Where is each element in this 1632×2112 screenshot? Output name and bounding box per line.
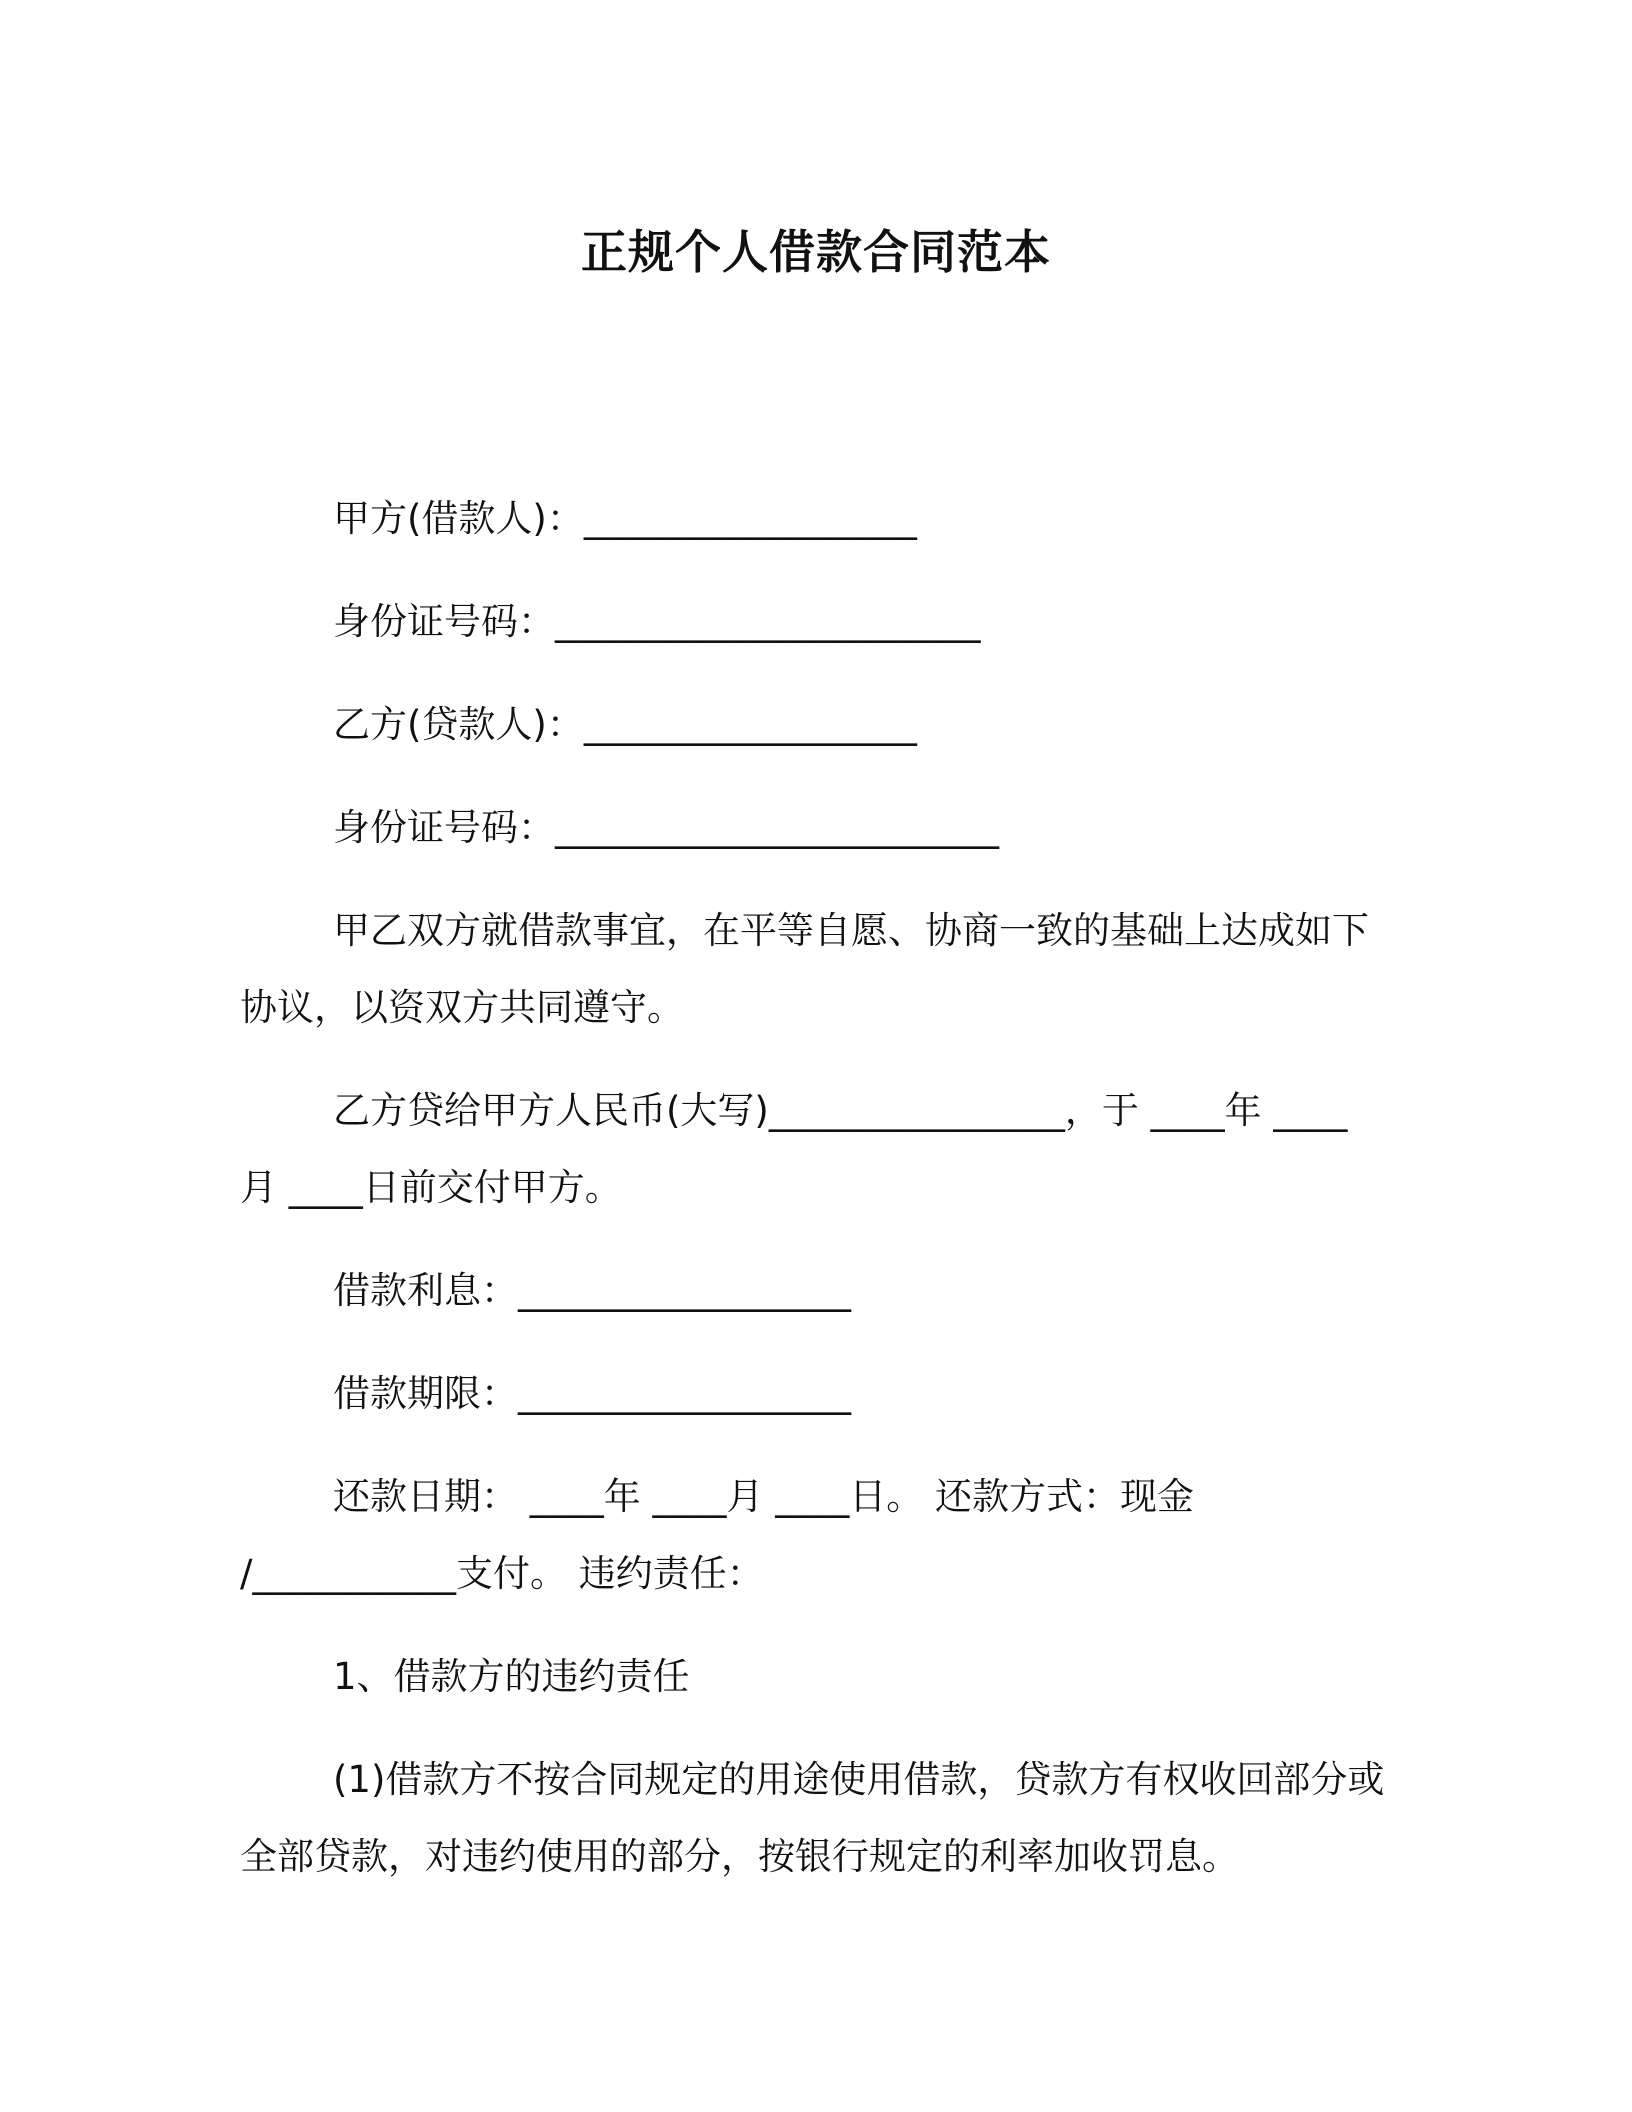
party-b-id-line: 身份证号码：________________________	[333, 806, 999, 849]
party-a-id-line: 身份证号码：_______________________	[333, 600, 981, 643]
loan-interest-line: 借款利息：__________________	[333, 1269, 851, 1312]
repayment-line-2: /___________支付。 违约责任：	[240, 1552, 764, 1595]
loan-amount-line-1: 乙方贷给甲方人民币(大写)________________，于 ____年 ____	[333, 1089, 1348, 1132]
agreement-paragraph-line-2: 协议，以资双方共同遵守。	[240, 986, 684, 1029]
loan-amount-line-2: 月 ____日前交付甲方。	[240, 1166, 622, 1209]
party-a-borrower-line: 甲方(借款人)：__________________	[333, 497, 917, 540]
party-b-lender-line: 乙方(贷款人)：__________________	[333, 703, 917, 746]
liability-clause-line-1: (1)借款方不按合同规定的用途使用借款，贷款方有权收回部分或	[333, 1758, 1385, 1801]
liability-clause-line-2: 全部贷款，对违约使用的部分，按银行规定的利率加收罚息。	[240, 1835, 1239, 1878]
agreement-paragraph-line-1: 甲乙双方就借款事宜，在平等自愿、协商一致的基础上达成如下	[333, 909, 1369, 952]
document-title: 正规个人借款合同范本	[581, 225, 1051, 279]
loan-term-line: 借款期限：__________________	[333, 1372, 851, 1415]
repayment-line-1: 还款日期： ____年 ____月 ____日。 还款方式：现金	[333, 1475, 1195, 1518]
borrower-liability-heading: 1、借款方的违约责任	[333, 1655, 690, 1698]
